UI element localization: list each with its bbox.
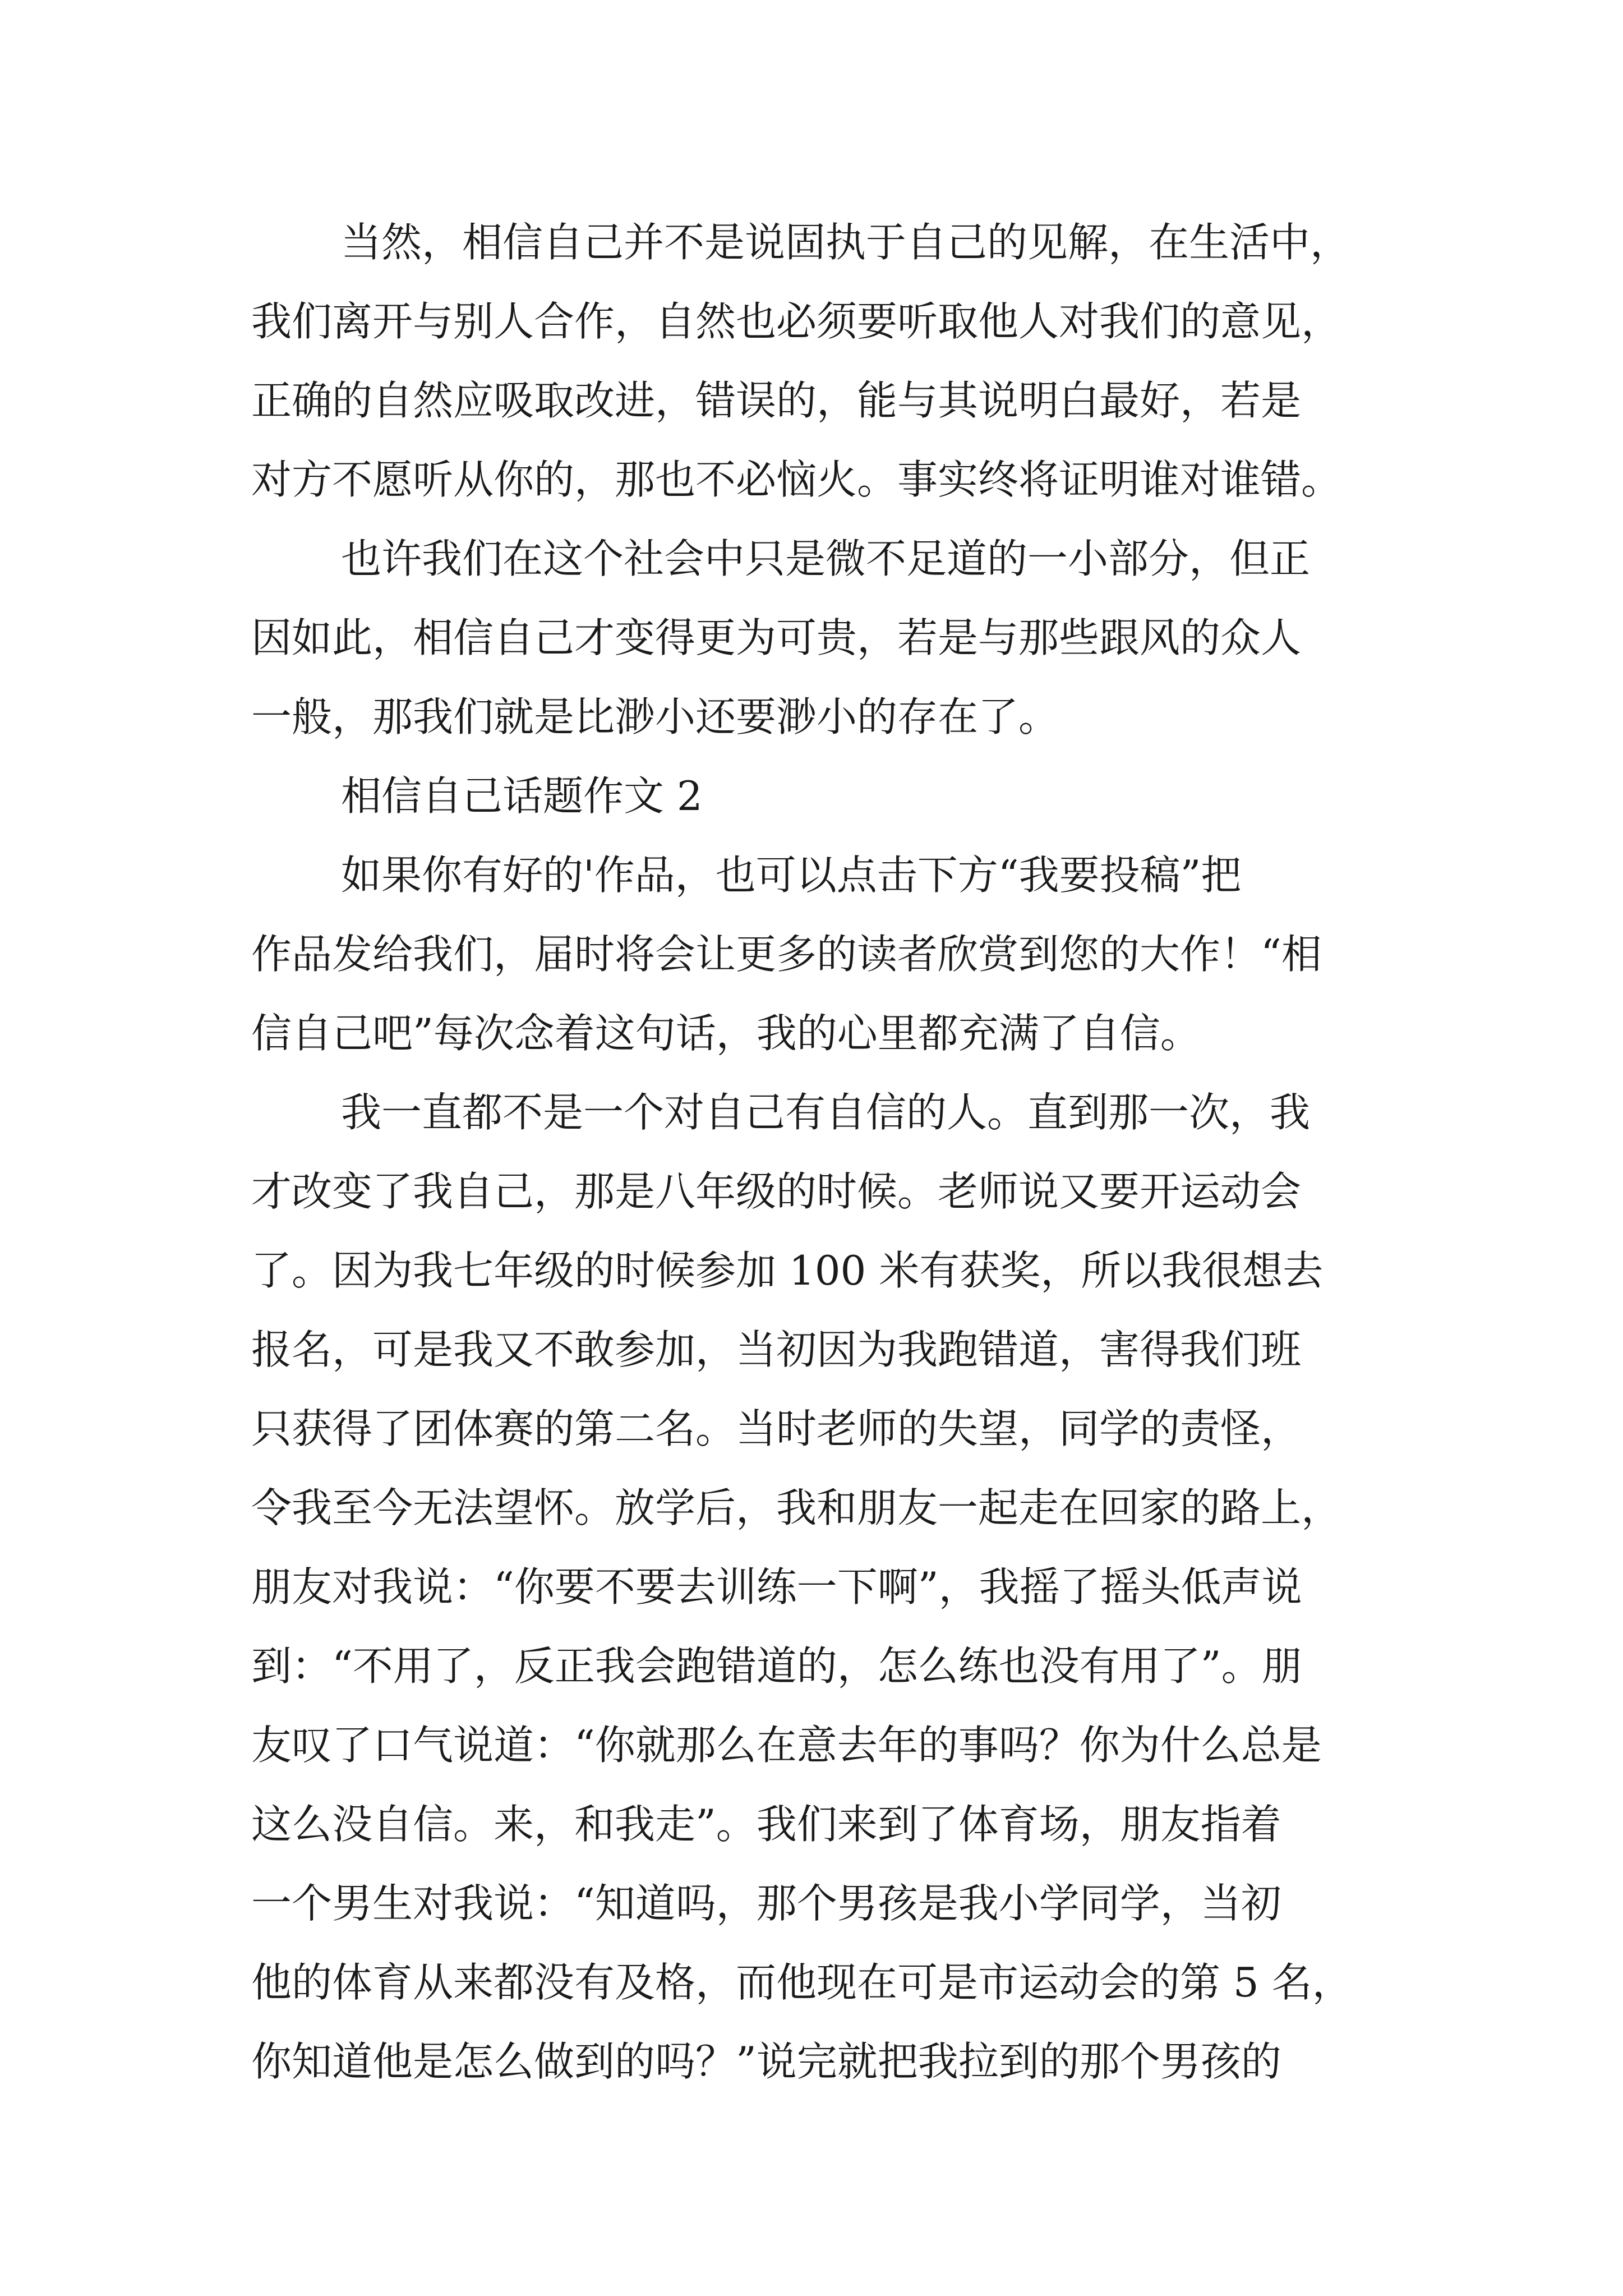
paragraph-line: 我一直都不是一个对自己有自信的人。直到那一次，我	[341, 1089, 1311, 1136]
paragraph-line: 正确的自然应吸取改进，错误的，能与其说明白最好，若是	[251, 377, 1302, 424]
paragraph-line: 了。因为我七年级的时候参加 100 米有获奖，所以我很想去	[251, 1247, 1324, 1294]
paragraph-line: 朋友对我说：“你要不要去训练一下啊”，我摇了摇头低声说	[251, 1563, 1302, 1611]
paragraph-line: 也许我们在这个社会中只是微不足道的一小部分，但正	[341, 535, 1311, 582]
paragraph-line: 当然，相信自己并不是说固执于自己的见解，在生活中，	[341, 219, 1351, 266]
paragraph-line: 如果你有好的'作品，也可以点击下方“我要投稿”把	[341, 852, 1242, 899]
paragraph-line: 友叹了口气说道：“你就那么在意去年的事吗？你为什么总是	[251, 1722, 1322, 1769]
paragraph-line: 作品发给我们，届时将会让更多的读者欣赏到您的大作！“相	[251, 931, 1322, 978]
paragraph-line: 我们离开与别人合作，自然也必须要听取他人对我们的意见，	[251, 298, 1342, 345]
document-body	[251, 203, 1418, 2101]
paragraph-line: 这么没自信。来，和我走”。我们来到了体育场，朋友指着	[251, 1801, 1281, 1848]
paragraph-line: 你知道他是怎么做到的吗？”说完就把我拉到的那个男孩的	[251, 2038, 1281, 2085]
paragraph-line: 因如此，相信自己才变得更为可贵，若是与那些跟风的众人	[251, 614, 1302, 661]
paragraph-line: 只获得了团体赛的第二名。当时老师的失望，同学的责怪，	[251, 1405, 1302, 1452]
paragraph-line: 令我至今无法望怀。放学后，我和朋友一起走在回家的路上，	[251, 1484, 1342, 1531]
paragraph-line: 对方不愿听从你的，那也不必恼火。事实终将证明谁对谁错。	[251, 456, 1342, 503]
paragraph-line: 一个男生对我说：“知道吗，那个男孩是我小学同学，当初	[251, 1880, 1281, 1927]
section-heading: 相信自己话题作文 2	[341, 772, 703, 820]
paragraph-line: 到：“不用了，反正我会跑错道的，怎么练也没有用了”。朋	[251, 1642, 1302, 1690]
paragraph-line: 一般，那我们就是比渺小还要渺小的存在了。	[251, 693, 1059, 740]
paragraph-line: 才改变了我自己，那是八年级的时候。老师说又要开运动会	[251, 1168, 1302, 1215]
paragraph-line: 他的体育从来都没有及格，而他现在可是市运动会的第 5 名，	[251, 1959, 1353, 2006]
paragraph-line: 信自己吧”每次念着这句话，我的心里都充满了自信。	[251, 1010, 1201, 1057]
paragraph-line: 报名，可是我又不敢参加，当初因为我跑错道，害得我们班	[251, 1326, 1302, 1373]
